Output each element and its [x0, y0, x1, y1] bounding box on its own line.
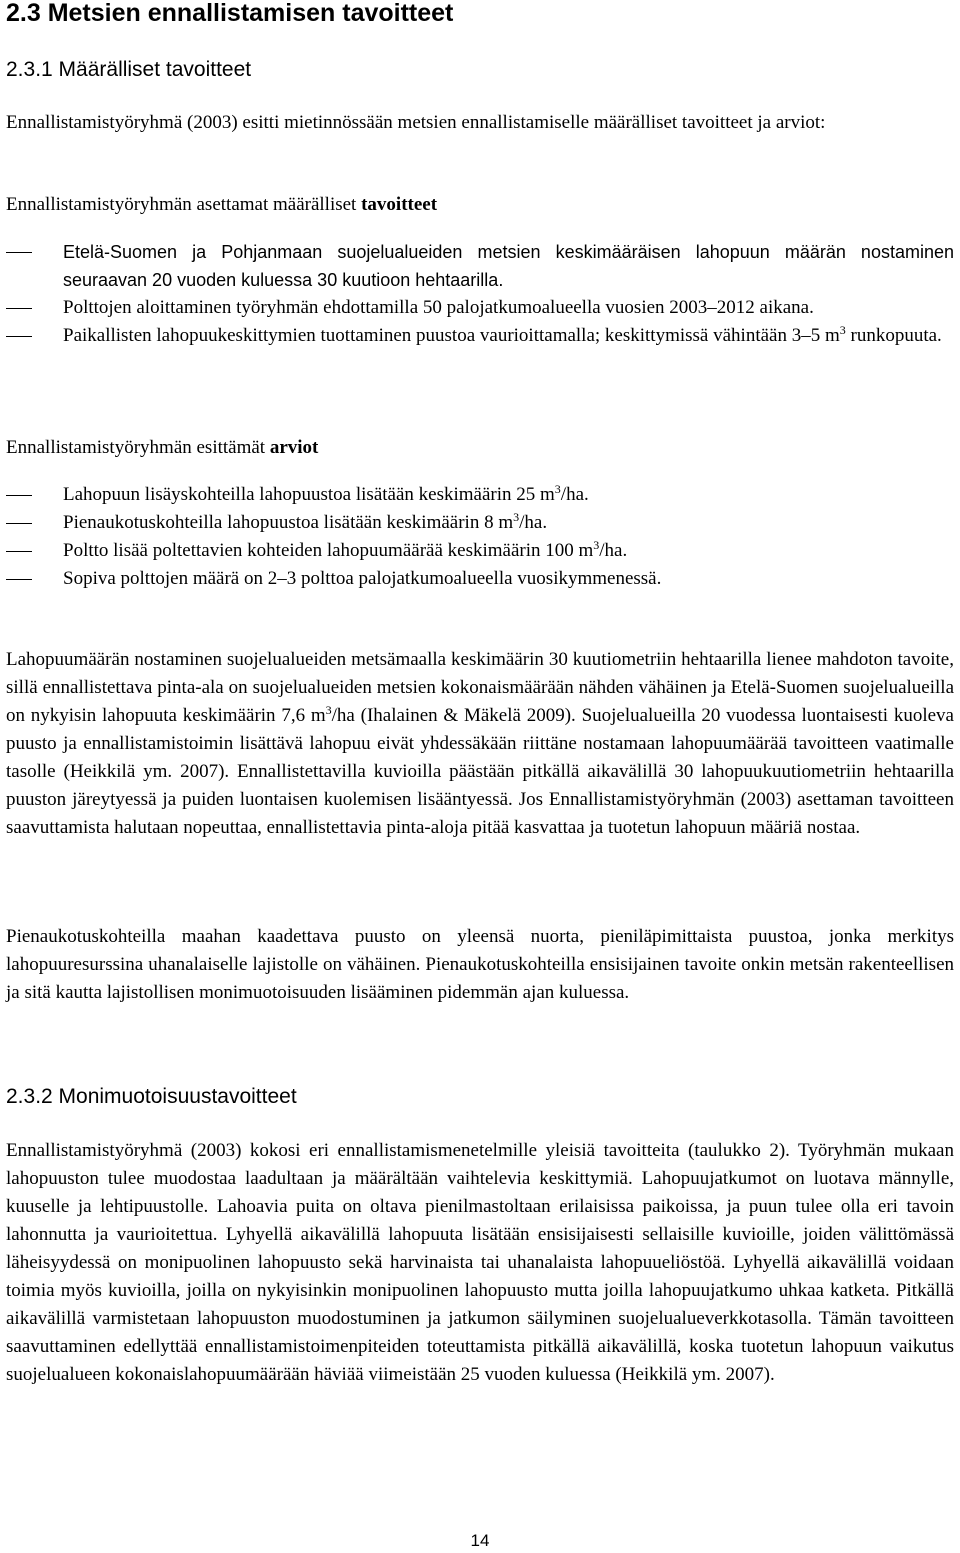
- estimates-label: [6, 434, 318, 462]
- goals-label-prefix: Ennallistamistyöryhmän asettamat määrälliset: [6, 194, 362, 215]
- superscript: 3: [513, 510, 520, 524]
- paragraph-text-after: /ha (Ihalainen & Mäkelä 2009). Suojelualueilla 20 vuodessa luontaisesti kuoleva puusto ja ennallistamistoimin lisättävä lahopuu eivät yhdessäkään riittäne nostamaan lahopuumäärää tavoitteen vaatimalle tasolle (Heikkilä ym. 2007). Ennallistettavilla kuvioilla päästään pitkällä aikavälillä 30 lahopuukuutiometriin hehtaarilla puuston järeytyessä ja puiden luontaisen kuolemisen lisääntyessä. Jos Ennallistamistyöryhmän (2003) asettaman tavoitteen saavuttamista halutaan nopeuttaa, ennallistettavia pinta-aloja pitää kasvattaa ja tuotetun lahopuun määriä nostaa.: [6, 705, 954, 838]
- estimate-text: Lahopuun lisäyskohteilla lahopuustoa lisätään keskimäärin 25 m: [63, 484, 555, 505]
- goal-text-after: runkopuuta.: [845, 325, 942, 346]
- dash-bullet: [6, 336, 32, 337]
- goal-text: Polttojen aloittaminen työryhmän ehdottamilla 50 palojatkumoalueella vuosien 2003–2012 aikana.: [63, 297, 814, 318]
- list-item: [6, 322, 954, 350]
- estimate-text: Poltto lisää poltettavien kohteiden lahopuumäärää keskimäärin 100 m: [63, 540, 594, 561]
- estimates-list: [6, 481, 954, 593]
- goals-label-bold: tavoitteet: [361, 194, 438, 215]
- subsection-heading-quantitative: 2.3.1 Määrälliset tavoitteet: [6, 58, 252, 81]
- estimate-text: Pienaukotuskohteilla lahopuustoa lisätään keskimäärin 8 m: [63, 512, 514, 533]
- superscript: 3: [593, 538, 600, 552]
- estimate-text: Sopiva polttojen määrä on 2–3 polttoa palojatkumoalueella vuosikymmenessä.: [63, 568, 662, 589]
- dash-bullet: [6, 579, 32, 580]
- superscript: 3: [325, 703, 332, 717]
- list-item: [6, 238, 954, 294]
- dash-bullet: [6, 495, 32, 496]
- list-item: [6, 537, 954, 565]
- list-item: [6, 565, 954, 593]
- intro-paragraph: Ennallistamistyöryhmä (2003) esitti mietinnössään metsien ennallistamiselle määrälliset tavoitteet ja arviot:: [6, 112, 826, 133]
- paragraph-small-gaps: Pienaukotuskohteilla maahan kaadettava puusto on yleensä nuorta, pieniläpimittaista puustoa, jonka merkitys lahopuuresurssina uhanalaiselle lajistolle on vähäinen. Pienaukotuskohteilla ensisijainen tavoite onkin metsän rakenteellisen ja sitä kautta lajistollisen monimuotoisuuden lisääminen pidemmän ajan kuluessa.: [6, 926, 954, 1003]
- estimate-text-after: /ha.: [519, 512, 548, 533]
- dash-bullet: [6, 308, 32, 309]
- list-item: [6, 509, 954, 537]
- goal-text: Paikallisten lahopuukeskittymien tuottaminen puustoa vaurioittamalla; keskittymissä vähintään 3–5 m: [63, 325, 840, 346]
- estimates-label-prefix: Ennallistamistyöryhmän esittämät: [6, 437, 270, 458]
- dash-bullet: [6, 252, 32, 253]
- estimates-label-bold: arviot: [269, 437, 319, 458]
- estimate-text-after: /ha.: [560, 484, 589, 505]
- paragraph-deadwood-target: [6, 646, 954, 842]
- superscript: 3: [839, 323, 846, 337]
- list-item: [6, 294, 954, 322]
- superscript: 3: [554, 482, 561, 496]
- estimate-text-after: /ha.: [599, 540, 628, 561]
- goals-list: [6, 238, 954, 350]
- list-item: [6, 481, 954, 509]
- dash-bullet: [6, 523, 32, 524]
- dash-bullet: [6, 551, 32, 552]
- paragraph-text: Lahopuumäärän nostaminen suojelualueiden metsämaalla keskimäärin 30 kuutiometriin hehtaarilla lienee mahdoton tavoite, sillä ennallistettava pinta-ala on suojelualueiden metsien kokonaismäärään nähden vähäinen ja Etelä-Suomen suojelualueilla on nykyisin lahopuuta keskimäärin 7,6 m: [6, 649, 954, 726]
- page-number: 14: [470, 1531, 490, 1550]
- section-heading: 2.3 Metsien ennallistamisen tavoitteet: [6, 0, 454, 27]
- goal-text: Etelä-Suomen ja Pohjanmaan suojelualueiden metsien keskimääräisen lahopuun määrän nostaminen seuraavan 20 vuoden kuluessa 30 kuutioon hehtaarilla.: [63, 242, 954, 290]
- paragraph-biodiversity: Ennallistamistyöryhmä (2003) kokosi eri ennallistamismenetelmille yleisiä tavoitteita (taulukko 2). Työryhmän mukaan lahopuuston tulee muodostaa laadultaan ja määrältään vaihtelevia keskittymiä. Lahopuujatkumot on luotava männylle, kuuselle ja lehtipuustolle. Lahoavia puita on oltava pienilmastoltaan erilaisissa paikoissa, ja puun tulee olla eri tavoin lahonnutta ja vaurioitettua. Lyhyellä aikavälillä lahopuuta lisätään ensisijaisesti sellaisille kuvioille, joiden välittömässä läheisyydessä on monipuolinen lahopuusto sekä harvinaista tai uhanalaista lahopuueliöstöä. Lyhyellä aikavälillä voidaan toimia myös kuvioilla, joilla on nykyisinkin monipuolinen lahopuusto mutta joilla lahopuujatkumo uhkaa katketa. Pitkällä aikavälillä varmistetaan lahopuuston muodostuminen ja jatkumon säilyminen suojelualueverkkotasolla. Tämän tavoitteen saavuttaminen edellyttää ennallistamistoimenpiteiden toteuttamista pitkällä aikavälillä, koska tuotetun lahopuun vaikutus suojelualueen kokonaislahopuumäärään häviää viimeistään 25 vuoden kuluessa (Heikkilä ym. 2007).: [6, 1140, 954, 1385]
- goals-label: [6, 191, 437, 219]
- subsection-heading-biodiversity: 2.3.2 Monimuotoisuustavoitteet: [6, 1085, 297, 1108]
